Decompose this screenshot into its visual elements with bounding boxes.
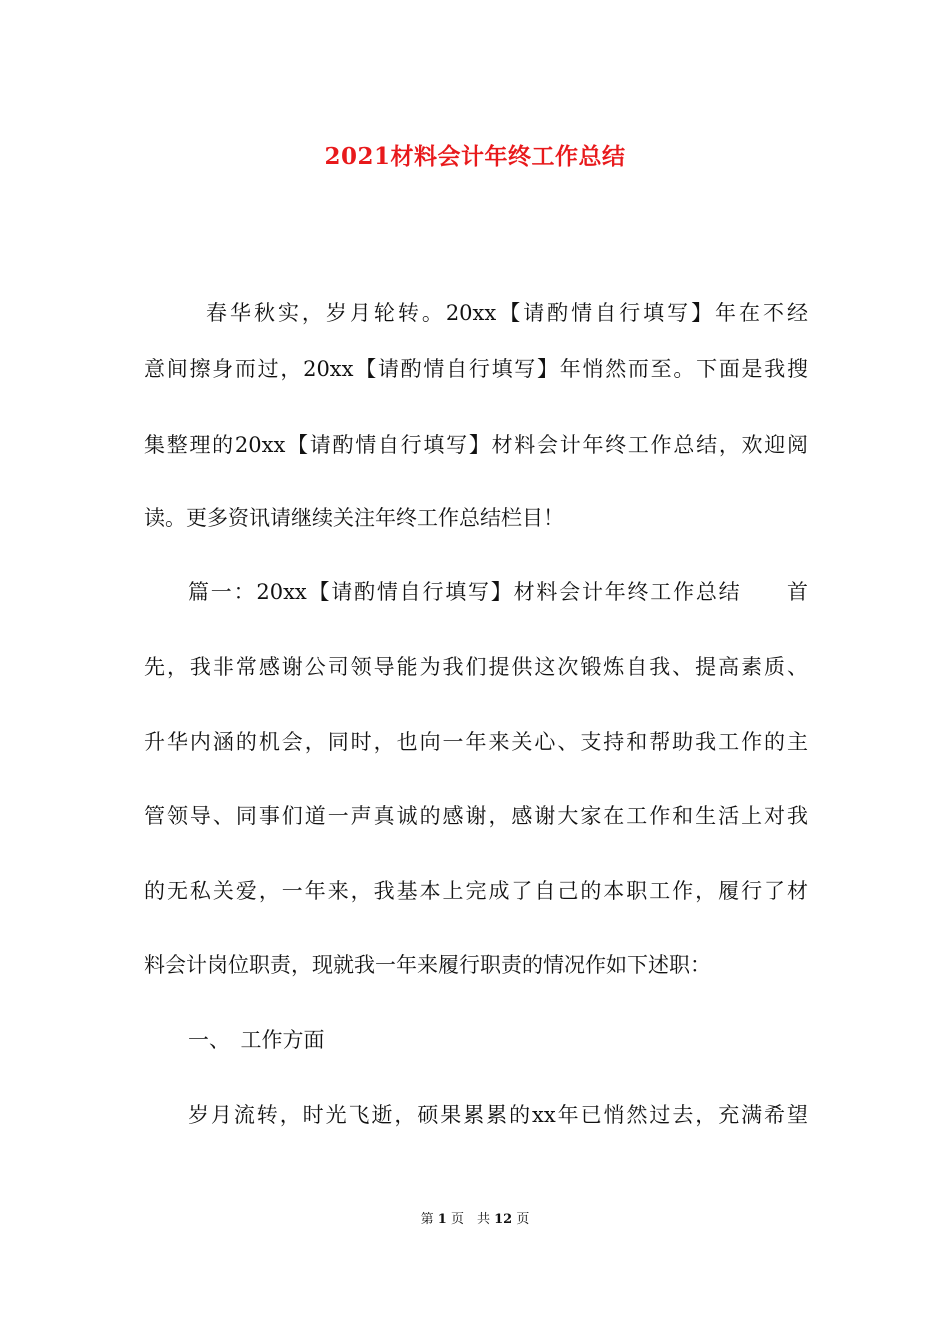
footer-current-page: 1 (437, 1212, 447, 1227)
body-line-5: 篇一：20xx【请酌情自行填写】材料会计年终工作总结 首 (188, 580, 808, 604)
body-line-10: 料会计岗位职责，现就我一年来履行职责的情况作如下述职： (144, 953, 711, 977)
body-line-7: 升华内涵的机会，同时，也向一年来关心、支持和帮助我工作的主 (144, 730, 808, 754)
body-line-3: 集整理的20xx【请酌情自行填写】材料会计年终工作总结，欢迎阅 (144, 433, 808, 457)
body-line-2: 意间擦身而过，20xx【请酌情自行填写】年悄然而至。下面是我搜 (144, 357, 808, 381)
footer-mid: 页 共 (450, 1212, 490, 1227)
page-footer (0, 1208, 950, 1227)
footer-prefix: 第 (420, 1212, 434, 1227)
document-title: 2021材料会计年终工作总结 (324, 143, 626, 170)
section-heading: 一、 工作方面 (188, 1028, 325, 1052)
footer-total-pages: 12 (494, 1212, 513, 1227)
body-line-9: 的无私关爱，一年来，我基本上完成了自己的本职工作，履行了材 (144, 879, 808, 903)
body-line-6: 先，我非常感谢公司领导能为我们提供这次锻炼自我、提高素质、 (144, 655, 808, 679)
body-line-8: 管领导、同事们道一声真诚的感谢，感谢大家在工作和生活上对我 (144, 804, 808, 828)
body-line-12: 岁月流转，时光飞逝，硕果累累的xx年已悄然过去，充满希望 (188, 1103, 808, 1127)
body-line-4: 读。更多资讯请继续关注年终工作总结栏目！ (144, 506, 564, 530)
footer-suffix: 页 (516, 1212, 530, 1227)
body-line-1: 春华秋实，岁月轮转。20xx【请酌情自行填写】年在不经 (206, 301, 808, 325)
